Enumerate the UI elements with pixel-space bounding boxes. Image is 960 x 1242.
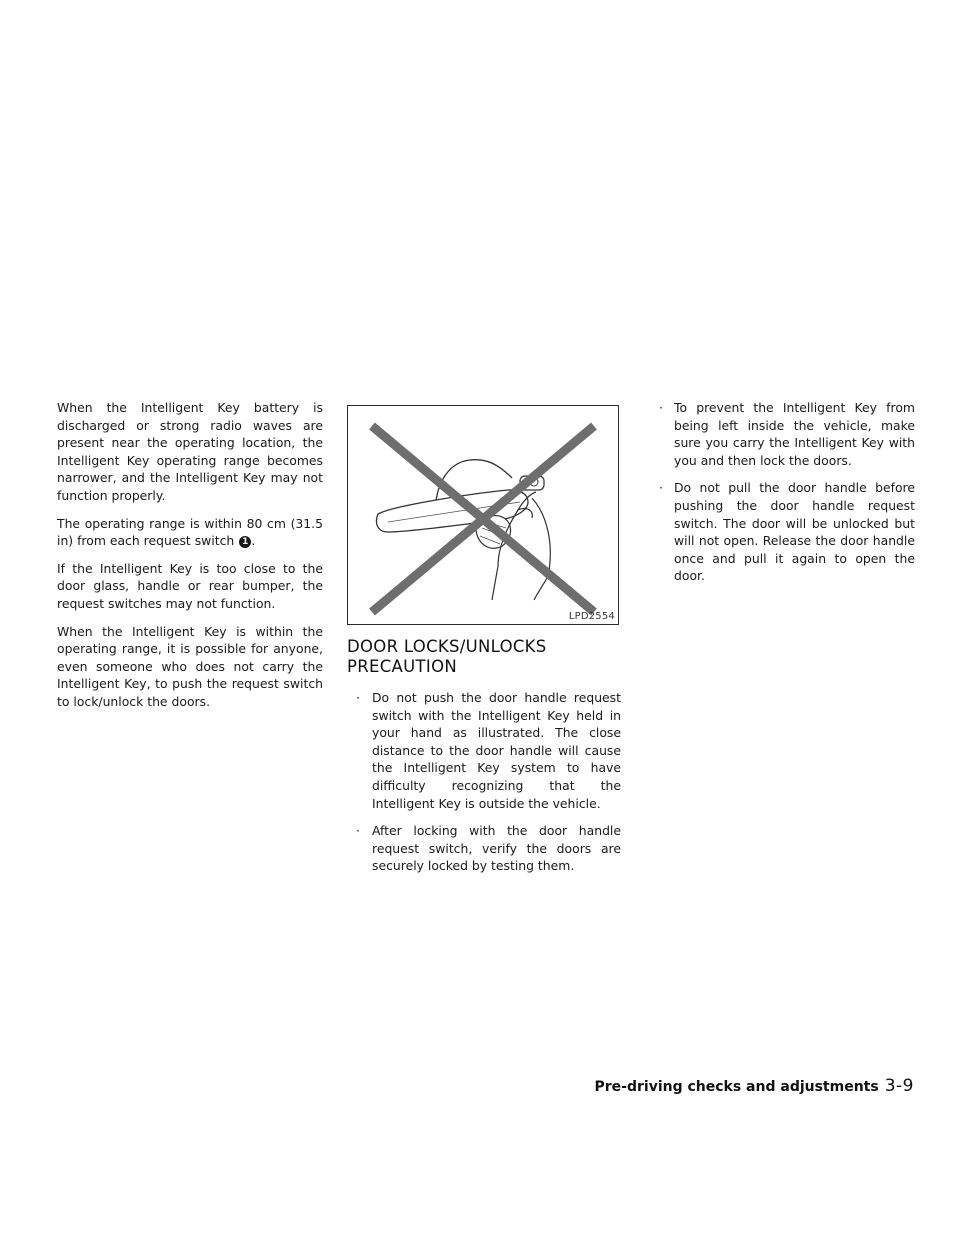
- precaution-list-continued: [650, 399, 915, 585]
- paragraph-range: [57, 515, 323, 550]
- illustration-figure: [347, 405, 619, 625]
- page-footer: [595, 1076, 915, 1096]
- precaution-list: [347, 689, 621, 875]
- page-number: 3-9: [884, 1076, 914, 1096]
- list-item: [347, 689, 621, 812]
- paragraph-too-close: If the Intelligent Key is too close to the door glass, handle or rear bumper, the request switches may not function.: [57, 560, 323, 611]
- section-heading: DOOR LOCKS/UNLOCKS PRECAUTION: [347, 637, 547, 676]
- figure-code: LPD2554: [568, 611, 615, 622]
- middle-column: [347, 405, 621, 885]
- right-column: [650, 399, 915, 595]
- list-item-text: Do not pull the door handle before pushing the door handle request switch. The door will be unlocked but will not open. Release the door handle once and pull it again to open the door.: [674, 480, 915, 584]
- list-item: [650, 479, 915, 585]
- bullet-icon: ·: [356, 690, 360, 705]
- list-item-text: To prevent the Intelligent Key from being left inside the vehicle, make sure you carry the Intelligent Key with you and then lock the doors.: [674, 400, 915, 468]
- prohibited-key-illustration-icon: [348, 406, 618, 624]
- bullet-icon: ·: [659, 480, 663, 496]
- list-item: [650, 399, 915, 469]
- bullet-icon: ·: [356, 823, 360, 839]
- list-item-text: After locking with the door handle request switch, verify the doors are securely locked by testing them.: [372, 823, 621, 874]
- paragraph-range-end: .: [251, 533, 256, 549]
- list-item: [347, 822, 621, 875]
- left-column: [57, 399, 323, 721]
- footer-section-title: Pre-driving checks and adjustments: [594, 1079, 879, 1095]
- paragraph-battery: When the Intelligent Key battery is discharged or strong radio waves are present near the operating location, the Intelligent Key operating range becomes narrower, and the Intelligent Key may not function properly.: [57, 400, 323, 503]
- paragraph-range-text: The operating range is within 80 cm (31.5 in) from each request switch: [57, 515, 323, 549]
- paragraph-anyone: When the Intelligent Key is within the operating range, it is possible for anyone, even someone who does not carry the Intelligent Key, to push the request switch to lock/unlock the doors.: [57, 623, 323, 709]
- callout-1-icon: 1: [239, 536, 251, 548]
- list-item-text: Do not push the door handle request switch with the Intelligent Key held in your hand as illustrated. The close distance to the door handle will cause the Intelligent Key system to have difficulty recognizing that the Intelligent Key is outside the vehicle.: [372, 690, 621, 811]
- bullet-icon: ·: [659, 400, 663, 415]
